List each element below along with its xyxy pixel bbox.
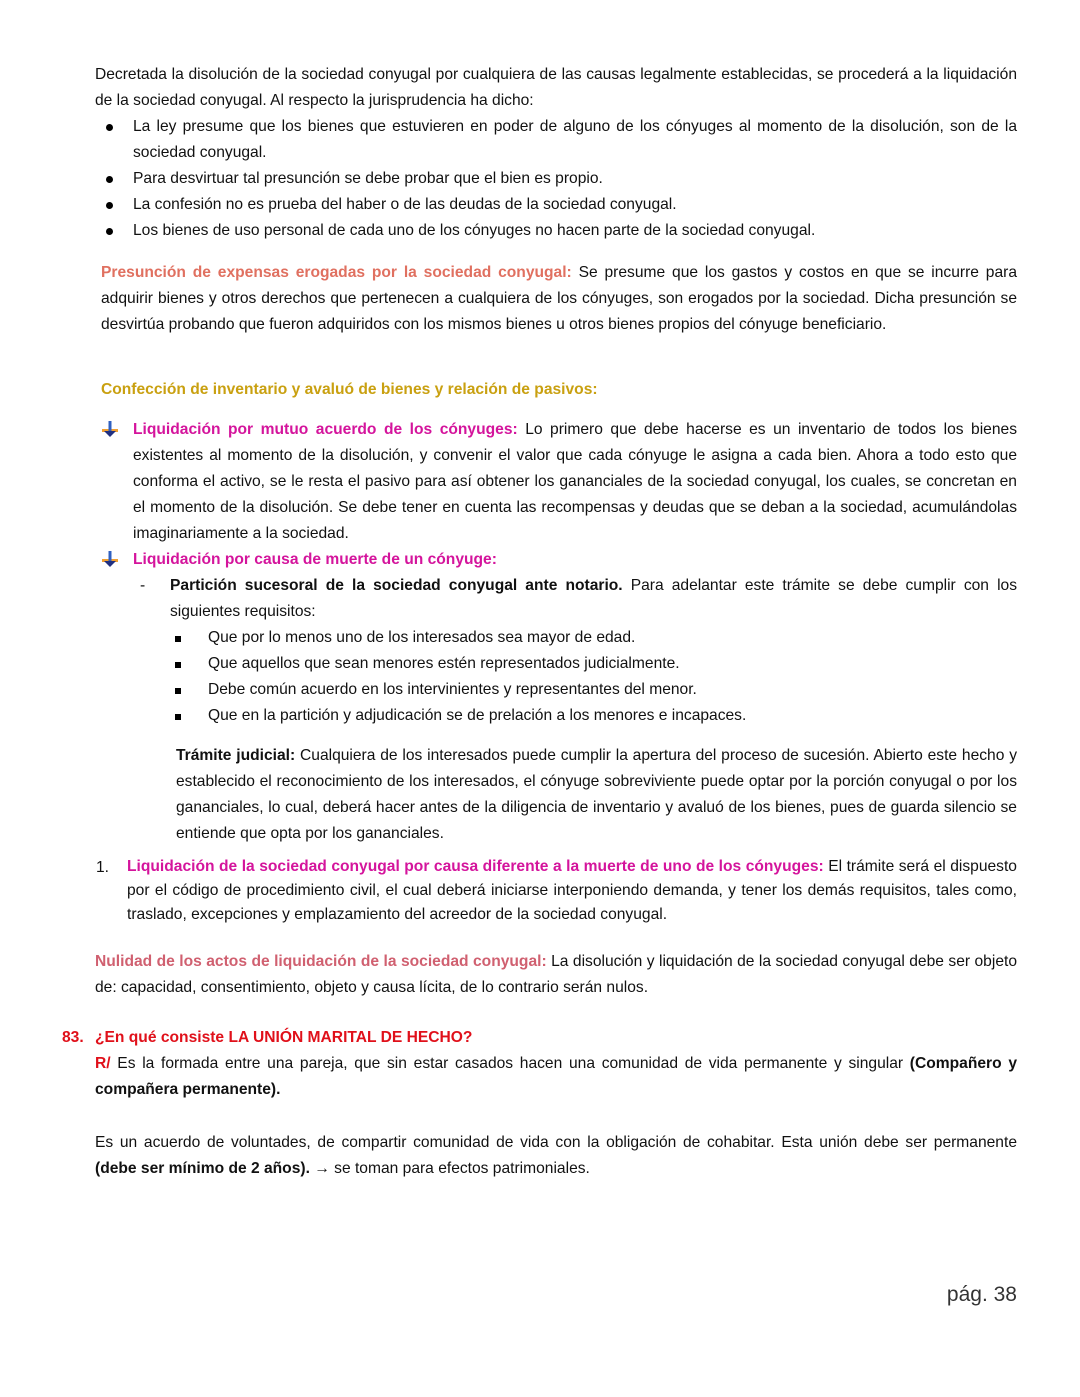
diferente-item	[96, 855, 1017, 927]
arrow-down-bullet-icon	[100, 547, 120, 578]
particion-text: Para adelantar este trámite se debe cumplir con los siguientes requisitos:	[170, 577, 1018, 620]
dash-bullet: -	[140, 577, 146, 594]
judicial-text: Cualquiera de los interesados puede cumplir la apertura del proceso de sucesión. Abierto este hecho y establecido el reconocimiento de los interesados, el cónyuge sobreviviente puede optar por la porción conyugal o por los gananciales, lo cual, deberá hacer antes de la diligencia de inventario y avaluó de los bienes, pues de guarda silencio se entiende que opta por los gananciales.	[176, 747, 1017, 842]
answer-label: R/	[95, 1055, 111, 1072]
muerte-heading: Liquidación por causa de muerte de un cónyuge:	[133, 551, 497, 568]
union-bold: (debe ser mínimo de 2 años).	[95, 1160, 310, 1177]
mutuo-heading: Liquidación por mutuo acuerdo de los cónyuges:	[133, 421, 518, 438]
bullet-icon	[100, 192, 113, 218]
answer-paragraph	[95, 1051, 1017, 1103]
presuncion-text: Se presume que los gastos y costos en que se incurre para adquirir bienes y otros derechos que pertenecen a cualquiera de los cónyuges, son erogados por la sociedad. Dicha presunción se desvirtúa probando que fueron adquiridos con los mismos bienes u otros bienes propios del cónyuge beneficiario.	[101, 264, 1018, 333]
question-title: ¿En qué consiste LA UNIÓN MARITAL DE HECHO?	[95, 1029, 473, 1046]
nulidad-paragraph	[95, 949, 1017, 1001]
question-83	[62, 1025, 1017, 1182]
requisito-item: Que aquellos que sean menores estén representados judicialmente.	[208, 655, 680, 672]
arrow-down-bullet-icon	[100, 417, 120, 448]
requisito-item: Debe común acuerdo en los intervinientes y representantes del menor.	[208, 681, 697, 698]
bullet-item: La confesión no es prueba del haber o de las deudas de la sociedad conyugal.	[133, 196, 677, 213]
page-number: pág. 38	[946, 1283, 1017, 1306]
requisito-item: Que por lo menos uno de los interesados sea mayor de edad.	[208, 629, 636, 646]
union-end: se toman para efectos patrimoniales.	[334, 1160, 590, 1177]
nulidad-heading: Nulidad de los actos de liquidación de la sociedad conyugal:	[95, 953, 547, 970]
answer-text: Es la formada entre una pareja, que sin estar casados hacen una comunidad de vida permanente y singular	[110, 1055, 910, 1072]
confeccion-heading-text: Confección de inventario y avaluó de bienes y relación de pasivos:	[101, 381, 598, 398]
list-number: 1.	[96, 859, 110, 876]
intro-paragraph: Decretada la disolución de la sociedad conyugal por cualquiera de las causas legalmente establecidas, se procederá a la liquidación de la sociedad conyugal. Al respecto la jurisprudencia ha dicho:	[95, 66, 1017, 109]
intro-section	[95, 62, 1017, 244]
liquidacion-section	[133, 417, 1017, 847]
diferente-text: El trámite será el dispuesto por el código de procedimiento civil, el cual deberá iniciarse interponiendo demanda, y tener los demás requisitos, tales como, traslado, excepciones y emplazamiento del acreedor de la sociedad conyugal.	[127, 858, 1017, 923]
bullet-item: La ley presume que los bienes que estuvieren en poder de alguno de los cónyuges al momento de la disolución, son de la sociedad conyugal.	[133, 118, 1017, 161]
answer-bold: (Compañero y compañera permanente).	[95, 1055, 1017, 1098]
bullet-item: Los bienes de uso personal de cada uno de los cónyuges no hacen parte de la sociedad conyugal.	[133, 222, 816, 239]
question-number: 83.	[62, 1029, 84, 1046]
nulidad-text: La disolución y liquidación de la sociedad conyugal debe ser objeto de: capacidad, consentimiento, objeto y causa lícita, de lo contrario serán nulos.	[95, 953, 1017, 996]
square-bullet-icon	[175, 703, 181, 729]
union-paragraph	[95, 1130, 1017, 1182]
union-text: Es un acuerdo de voluntades, de compartir comunidad de vida con la obligación de cohabitar. Esta unión debe ser permanente	[95, 1134, 1017, 1151]
bullet-item: Para desvirtuar tal presunción se debe probar que el bien es propio.	[133, 170, 603, 187]
square-bullet-icon	[175, 651, 181, 677]
presuncion-paragraph	[101, 260, 1017, 338]
mutuo-text: Lo primero que debe hacerse es un inventario de todos los bienes existentes al momento de la disolución, y convenir el valor que cada cónyuge le asigna a cada bien. Ahora a todo esto que conforma el activo, se le resta el pasivo para así obtener los gananciales de la sociedad conyugal, los cuales, se concretan en el momento de la disolución. Se debe tener en cuenta las recompensas y deudas que se deban a la sociedad, acumulándolas imaginariamente a la sociedad.	[133, 421, 1017, 542]
bullet-icon	[100, 166, 113, 192]
tramite-judicial-paragraph	[176, 743, 1017, 847]
bullet-icon	[100, 114, 113, 140]
judicial-heading: Trámite judicial:	[176, 747, 296, 764]
presuncion-heading: Presunción de expensas erogadas por la sociedad conyugal:	[101, 264, 572, 281]
square-bullet-icon	[175, 677, 181, 703]
bullet-icon	[100, 218, 113, 244]
diferente-heading: Liquidación de la sociedad conyugal por causa diferente a la muerte de uno de los cónyuges:	[127, 858, 824, 875]
particion-heading: Partición sucesoral de la sociedad conyugal ante notario.	[170, 577, 623, 594]
requisito-item: Que en la partición y adjudicación se de prelación a los menores e incapaces.	[208, 707, 747, 724]
confeccion-heading	[101, 377, 1017, 403]
right-arrow-icon: →	[309, 1160, 335, 1177]
square-bullet-icon	[175, 625, 181, 651]
